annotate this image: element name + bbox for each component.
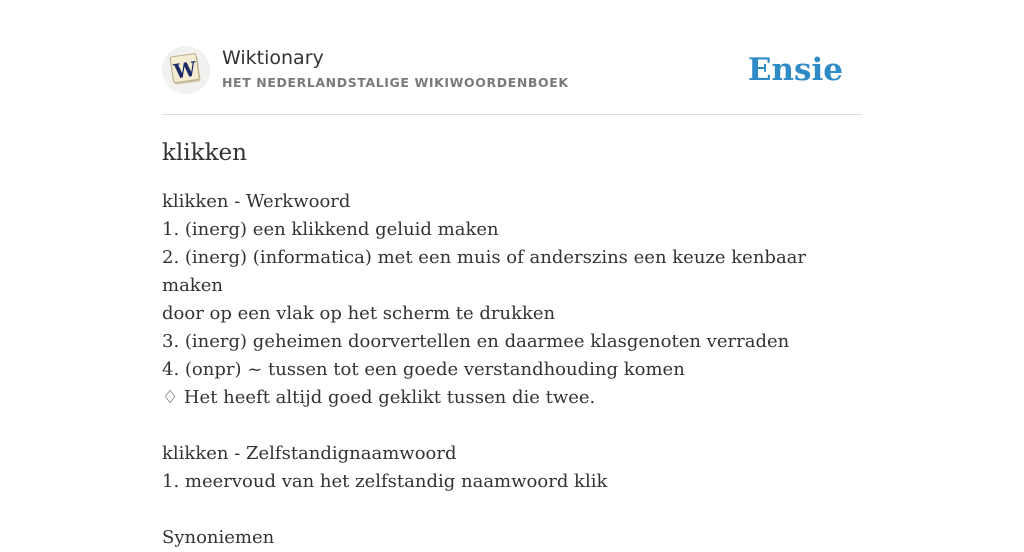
definition-line: 1. meervoud van het zelfstandig naamwoord klik [162,471,608,492]
site-name[interactable]: Wiktionary [222,47,324,69]
definition-line: 2. (inerg) (informatica) met een muis of anderszins een keuze kenbaar maken [162,247,807,296]
definition-line: ♢ Het heeft altijd goed geklikt tussen die twee. [162,387,596,408]
wiktionary-logo-icon[interactable] [162,46,210,94]
blank-line [162,412,862,440]
definition-line: Synoniemen [162,527,275,548]
ensie-brand-logo[interactable]: Ensie [747,52,843,88]
definition-line: 3. (inerg) geheimen doorvertellen en daarmee klasgenoten verraden [162,331,790,352]
definition-line: klikken - Zelfstandignaamwoord [162,443,457,464]
logo-letter: W [172,56,198,84]
page-title: klikken [162,140,247,166]
site-tagline: HET NEDERLANDSTALIGE WIKIWOORDENBOEK [222,75,569,90]
definition-body [162,188,862,552]
article [162,136,862,552]
definition-line: 4. (onpr) ~ tussen tot een goede verstandhouding komen [162,359,685,380]
blank-line [162,496,862,524]
definition-line: klikken - Werkwoord [162,191,351,212]
site-header [162,44,862,115]
definition-line: 1. (inerg) een klikkend geluid maken [162,219,499,240]
logo-tile [168,52,204,88]
definition-line: door op een vlak op het scherm te drukken [162,303,556,324]
